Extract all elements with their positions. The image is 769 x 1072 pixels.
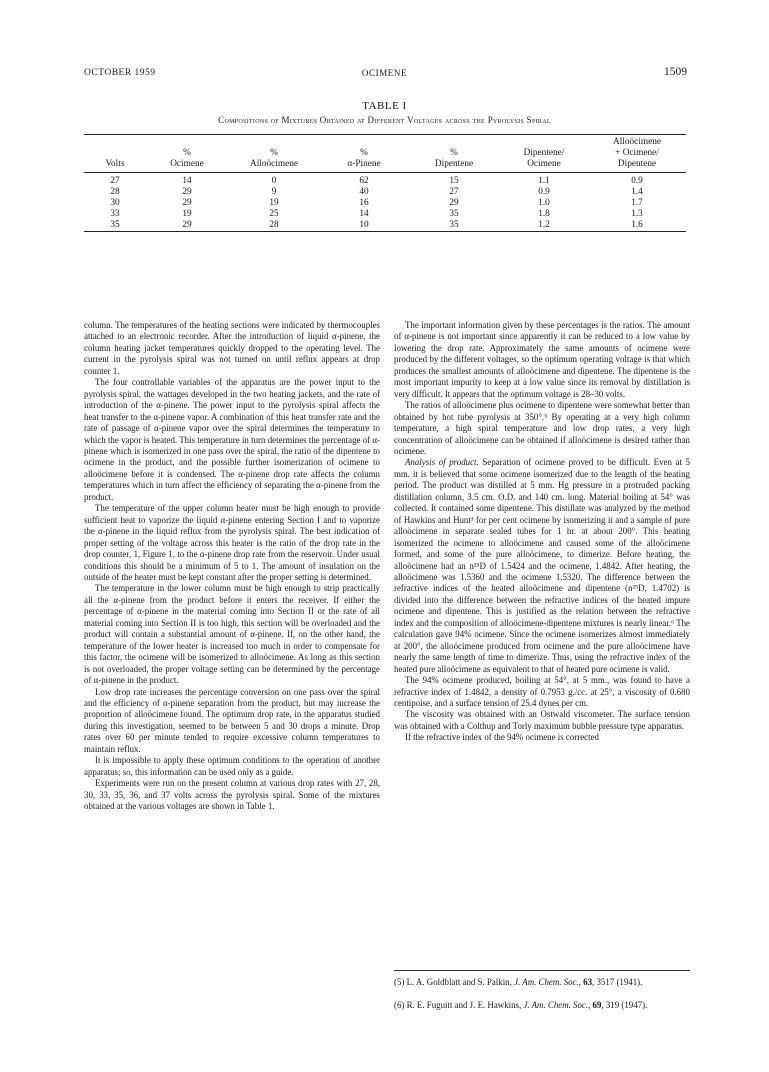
table-row: [84, 220, 686, 232]
table-cell: 27: [110, 176, 120, 186]
table-cell: 1.6: [631, 220, 643, 230]
table-cell: 1.0: [538, 198, 550, 208]
paragraph: The ratios of alloöcimene plus ocimene to dipentene were somewhat better than obtained by hot tube pyrolysis at 350°.⁵ By operating at a very high column temperature, a high spiral temperature and low drop rates, a very high concentration of alloöcimene can be obtained if alloöcimene is desired rather than ocimene.: [394, 400, 690, 456]
paragraph: It is impossible to apply these optimum conditions to the operation of another apparatus; so, this information can be used only as a guide.: [84, 755, 380, 777]
table-cell: 35: [449, 220, 459, 230]
table-header-cell: Volts: [105, 159, 125, 169]
table-cell: 1.3: [631, 209, 643, 219]
table-cell: 29: [182, 198, 192, 208]
paragraph: The temperature in the lower column must be high enough to strip practically all the α-pinene from the product before it enters the receiver. If either the percentage of α-pinene in the material coming into Section II or the rate of all material coming into Section II is too high, this section will be overloaded and the product will contain a substantial amount of α-pinene. If, on the other hand, the temperature of the lower heater is increased too much in order to compensate for this factor, the ocimene will be isomerized to alloöcimene. As long as this section is not overloaded, the proper voltage setting can be determined by the percentage of α-pinene in the product.: [84, 583, 380, 686]
left-text-column: [84, 320, 380, 812]
paragraph: The viscosity was obtained with an Ostwald viscometer. The surface tension was obtained with a Colthup and Torly maximum bubble pressure type apparatus.: [394, 709, 690, 731]
table-cell: 1.7: [631, 198, 643, 208]
table-cell: 9: [271, 187, 277, 197]
running-header-title: OCIMENE: [361, 68, 408, 78]
page-number: 1509: [664, 66, 687, 78]
table-header-cell: Dipentene/ Ocimene: [523, 148, 565, 169]
table-header-cell: % Ocimene: [170, 148, 204, 169]
table-cell: 40: [359, 187, 369, 197]
table-row: [84, 198, 686, 209]
table-cell: 29: [182, 220, 192, 230]
table-cell: 0.9: [538, 187, 550, 197]
table-row: [84, 209, 686, 220]
table-caption: Compositions of Mixtures Obtained at Different Voltages across the Pyrolysis Spiral: [218, 115, 551, 125]
composition-table: [84, 134, 686, 232]
table-cell: 28: [110, 187, 120, 197]
table-header-cell: % Dipentene: [434, 148, 474, 169]
section-run-in-heading: Analysis of product.: [405, 457, 479, 468]
table-cell: 27: [449, 187, 459, 197]
table-header-cell: % Alloöcimene: [249, 148, 299, 169]
table-cell: 35: [449, 209, 459, 219]
running-header-date: OCTOBER 1959: [84, 68, 156, 78]
table-cell: 19: [182, 209, 192, 219]
paragraph: [394, 457, 690, 675]
table-cell: 1.2: [538, 220, 550, 230]
paragraph: The four controllable variables of the apparatus are the power input to the pyrolysis spiral, the wattages developed in the two heating jackets, and the rate of introduction of the α-pinene. The power input to the pyrolysis spiral affects the heat transfer to the α-pinene vapor. A combination of this heat transfer rate and the rate of passage of α-pinene vapor over the spiral determines the temperature to which the vapor is heated. This temperature in turn determines the percentage of α-pinene which is isomerized in one pass over the spiral, the ratio of the dipentene to ocimene in the product, and the possible further isomerization of ocimene to alloöcimene before it is condensed. The α-pinene drop rate affects the column temperatures which in turn affect the efficiency of separating the α-pinene from the product.: [84, 377, 380, 502]
table-cell: 35: [110, 220, 120, 230]
table-header-cell: Alloöcimene + Ocimene/ Dipentene: [612, 137, 662, 169]
paragraph: Low drop rate increases the percentage conversion on one pass over the spiral and the efficiency of α-pinene separation from the product, but may increase the proportion of alloöcimene found. The optimum drop rate, in the apparatus studied during this investigation, seemed to be between 5 and 30 drops a minute. Drop rates over 60 per minute tended to require excessive column temperatures to maintain reflux.: [84, 686, 380, 754]
footnote-5: (5) L. A. Goldblatt and S. Palkin, J. Am. Chem. Soc., 63, 3517 (1941).: [394, 977, 643, 987]
footnote-rule: [394, 970, 690, 971]
right-text-column: [394, 320, 690, 744]
paragraph: The temperature of the upper column heater must be high enough to provide sufficient heat to vaporize the liquid α-pinene entering Section I and to vaporize the α-pinene in the liquid reflux from the pyrolysis spiral. The best indication of proper setting of the voltage across this heater is the ratio of the drop rate in the drop counter, 1, Figure 1, to the α-pinene drop rate from the reservoir. Under usual conditions this should be a minimum of 5 to 1. The amount of insulation on the outside of the heater must be kept constant after the proper setting is determined.: [84, 503, 380, 582]
paragraph-text: Separation of ocimene proved to be difficult. Even at 5 mm. it is believed that some ocimene isomerized due to the length of the heating period. The product was distilled at 5 mm. Hg pressure in a protruded packing distillation column, 3.5 cm. O.D. and 140 cm. long. Material boiling at 54° was collected. It contained some dipentene. This distillate was analyzed by the method of Hawkins and Hunt³ for per cent ocimene by isomerizing it and a sample of pure alloöcimene in separate sealed tubes for 1 hr. at about 200°. This heating isomerized the ocimene to alloöcimene and caused some of the alloöcimene formed, and some of the pure alloöcimene, to dimerize. Before heating, the alloöcimene had an n²⁵D of 1.5424 and the ocimene, 1.4842. After heating, the alloöcimene was 1.5360 and the ocimene 1.5320. The difference between the refractive indices of the heated alloöcimene and dipentene (n²⁵D, 1.4702) is divided into the difference between the refractive indices of the heated impure ocimene and dipentene. This is justified as the relation between the refractive index and the composition of alloöcimene-dipentene mixtures is nearly linear.⁶ The calculation gave 94% ocimene. Since the ocimene isomerizes almost immediately at 200°, the alloöcimene produced from ocimene and the pure alloöcimene have nearly the same length of time to dimerize. Thus, using the refractive index of the heated pure alloöcimene as equivalent to that of heated pure ocimene is valid.: [394, 457, 690, 674]
table-cell: 30: [110, 198, 120, 208]
table-cell: 1.4: [631, 187, 643, 197]
table-body: [84, 173, 686, 232]
table-cell: 29: [182, 187, 192, 197]
table-row: [84, 173, 686, 188]
table-cell: 1.1: [538, 176, 550, 186]
table-cell: 33: [110, 209, 120, 219]
table-cell: 10: [359, 220, 369, 230]
footnote-6: (6) R. E. Fuguitt and J. E. Hawkins, J. Am. Chem. Soc., 69, 319 (1947).: [394, 1000, 648, 1010]
paragraph: column. The temperatures of the heating sections were indicated by thermocouples attached to an electronic recorder. After the introduction of liquid α-pinene, the column heating jacket temperatures quickly dropped to the operating level. The current in the pyrolysis spiral was not turned on until reflux appears at drop counter 1.: [84, 320, 380, 376]
table-cell: 14: [359, 209, 369, 219]
paragraph: Experiments were run on the present column at various drop rates with 27, 28, 30, 33, 35, 36, and 37 volts across the pyrolysis spiral. Some of the mixtures obtained at the various voltages are shown in Table 1.: [84, 778, 380, 812]
table-cell: 1.8: [538, 209, 550, 219]
table-title: TABLE I: [362, 100, 407, 112]
table-cell: 0.9: [631, 176, 643, 186]
table-cell: 62: [359, 176, 369, 186]
table-cell: 15: [449, 176, 459, 186]
table-cell: 14: [182, 176, 192, 186]
table-header-row: [84, 135, 686, 173]
table-cell: 0: [271, 176, 277, 186]
table-cell: 28: [269, 220, 279, 230]
paragraph: The important information given by these percentages is the ratios. The amount of α-pinene is not important since apparently it can be reduced to a low value by lowering the drop rate. Approximately the same amounts of ocimene were produced by the different voltages, so the optimum operating voltage is that which produces the smallest amounts of alloöcimene and dipentene. The dipentene is the most important impurity to keep at a low value since its removal by distillation is very difficult. It appears that the optimum voltage is 28–30 volts.: [394, 320, 690, 399]
table-row: [84, 187, 686, 198]
paragraph: The 94% ocimene produced, boiling at 54°, at 5 mm., was found to have a refractive index of 1.4842, a density of 0.7953 g./cc. at 25°, a viscosity of 0.680 centipoise, and a surface tension of 25.4 dynes per cm.: [394, 675, 690, 708]
table-cell: 16: [359, 198, 369, 208]
table-cell: 19: [269, 198, 279, 208]
paragraph: If the refractive index of the 94% ocimene is corrected: [405, 732, 599, 743]
table-cell: 29: [449, 198, 459, 208]
table-header-cell: % α-Pinene: [347, 148, 381, 169]
table-cell: 25: [269, 209, 279, 219]
